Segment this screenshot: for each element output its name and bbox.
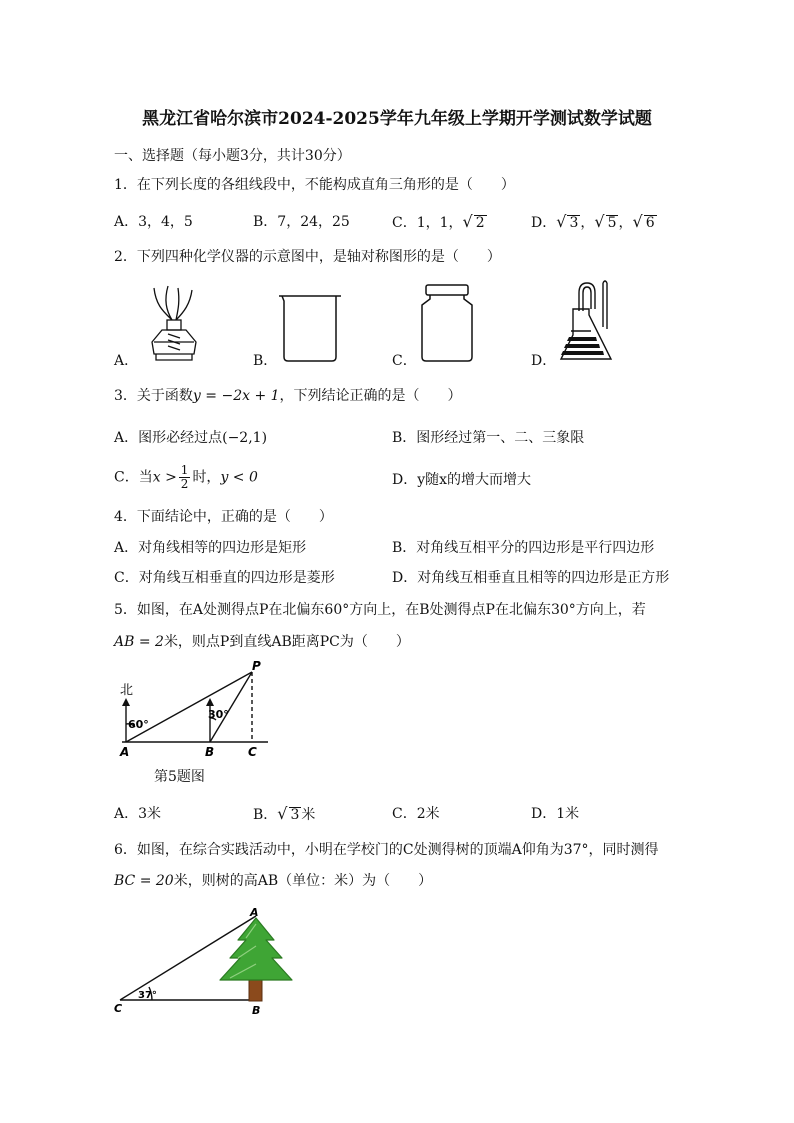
q5-figure: [112, 660, 272, 758]
q2-label-a: A．: [114, 353, 139, 369]
q4-option-a: A．对角线相等的四边形是矩形: [114, 540, 307, 556]
q5-label-north: 北: [120, 683, 134, 698]
q1-option-b: B．7，24，25: [253, 214, 350, 230]
alcohol-lamp-icon: [134, 282, 214, 364]
q6-label-b: B: [252, 1004, 261, 1017]
q1-stem: 1．在下列长度的各组线段中，不能构成直角三角形的是（ ）: [114, 177, 515, 193]
q5-label-b: B: [205, 745, 215, 759]
q6-stem-line1: 6．如图，在综合实践活动中，小明在学校门的C处测得树的顶端A仰角为37°，同时测得: [114, 842, 659, 858]
page-title: 黑龙江省哈尔滨市2024-2025学年九年级上学期开学测试数学试题: [142, 109, 652, 129]
q1-option-a: A．3，4，5: [114, 214, 193, 230]
q3-option-d: D．y随x的增大而增大: [392, 472, 532, 488]
tree-icon: [220, 918, 292, 1001]
q5-label-30: 30°: [208, 708, 229, 721]
q4-option-c: C．对角线互相垂直的四边形是菱形: [114, 570, 335, 586]
q2-label-b: B．: [253, 353, 278, 369]
q2-stem: 2．下列四种化学仪器的示意图中，是轴对称图形的是（ ）: [114, 249, 501, 265]
q5-label-c: C: [248, 745, 257, 759]
q5-label-60: 60°: [128, 718, 149, 731]
q6-label-a: A: [250, 906, 259, 919]
q6-stem-line2: BC = 20米，则树的高AB（单位：米）为（ ）: [114, 873, 433, 889]
q6-label-c: C: [114, 1002, 123, 1015]
q4-option-b: B．对角线互相平分的四边形是平行四边形: [392, 540, 655, 556]
q1-option-c: C．1，1，√ 2: [392, 212, 485, 231]
q3-option-b: B．图形经过第一、二、三象限: [392, 430, 585, 446]
q3-option-c: C．当x > $\frac{1}{2}$ 时，y < 0: [114, 463, 258, 491]
q2-label-c: C．: [392, 353, 417, 369]
section-heading: 一、选择题（每小题3分，共计30分）: [114, 148, 351, 164]
q2-label-d: D．: [531, 353, 557, 369]
q3-option-a: A．图形必经过点(−2,1): [114, 430, 268, 446]
q5-option-d: D．1米: [531, 806, 580, 822]
beaker-icon: [276, 293, 344, 363]
q4-option-d: D．对角线互相垂直且相等的四边形是正方形: [392, 570, 670, 586]
q1-option-d: D．√ 3 ，√ 5 ，√ 6: [531, 212, 655, 231]
q3-stem: 3．关于函数y = −2x + 1，下列结论正确的是（ ）: [114, 388, 462, 404]
q5-stem-line2: AB = 2米，则点P到直线AB距离PC为（ ）: [114, 634, 410, 650]
q5-option-a: A．3米: [114, 806, 162, 822]
conical-flask-icon: [559, 279, 619, 365]
q4-stem: 4．下面结论中，正确的是（ ）: [114, 509, 333, 525]
q5-option-b: B．√ 3 米: [253, 804, 316, 823]
q5-stem-line1: 5．如图，在A处测得点P在北偏东60°方向上，在B处测得点P在北偏东30°方向上，若: [114, 602, 646, 618]
q5-option-c: C．2米: [392, 806, 440, 822]
q5-label-p: P: [252, 659, 261, 673]
q6-figure: [112, 906, 322, 1018]
q5-label-a: A: [120, 745, 130, 759]
reagent-bottle-icon: [418, 283, 476, 363]
q5-caption: 第5题图: [154, 769, 205, 785]
q6-label-angle: 37°: [138, 990, 157, 1001]
